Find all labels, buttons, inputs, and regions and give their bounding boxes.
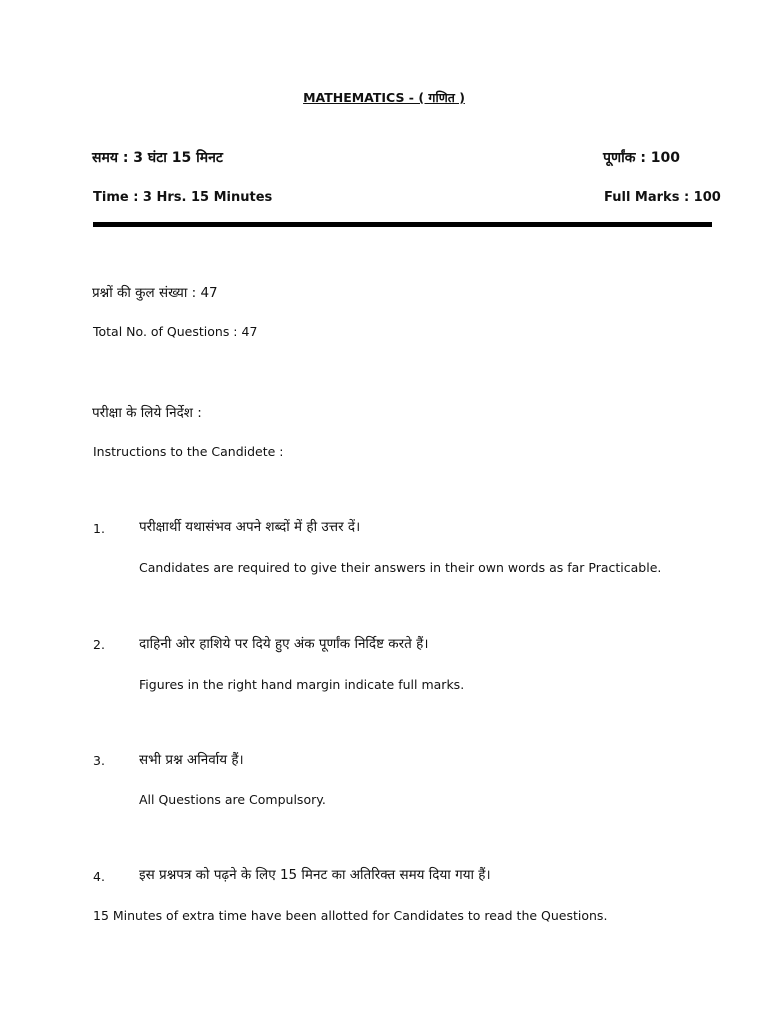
- total-questions-hindi: प्रश्नों की कुल संख्या : 47: [92, 285, 218, 301]
- instructions-heading-english: Instructions to the Candidete :: [93, 444, 284, 459]
- total-questions-english: Total No. of Questions : 47: [93, 324, 258, 339]
- instruction-hindi: दाहिनी ओर हाशिये पर दिये हुए अंक पूर्णांक निर्दिष्ट करते हैं।: [139, 636, 429, 652]
- instruction-english: All Questions are Compulsory.: [139, 792, 326, 807]
- page-title-text: MATHEMATICS - ( गणित ): [303, 90, 465, 105]
- time-english: Time : 3 Hrs. 15 Minutes: [93, 190, 273, 205]
- instructions-heading-hindi: परीक्षा के लिये निर्देश :: [92, 405, 202, 421]
- instruction-hindi: परीक्षार्थी यथासंभव अपने शब्दों में ही उत्तर दें।: [139, 519, 361, 535]
- instruction-english: 15 Minutes of extra time have been allotted for Candidates to read the Questions.: [93, 908, 608, 923]
- instruction-hindi: इस प्रश्नपत्र को पढ़ने के लिए 15 मिनट का अतिरिक्त समय दिया गया हैं।: [139, 867, 491, 883]
- full-marks-english: Full Marks : 100: [604, 190, 721, 205]
- instruction-english: Candidates are required to give their answers in their own words as far Practicable.: [139, 560, 662, 575]
- instruction-hindi: सभी प्रश्न अनिर्वाय हैं।: [139, 752, 244, 768]
- instruction-number: 1.: [93, 521, 105, 536]
- header-divider: [93, 222, 712, 227]
- instruction-number: 3.: [93, 753, 105, 768]
- time-hindi: समय : 3 घंटा 15 मिनट: [92, 150, 223, 166]
- instruction-number: 2.: [93, 637, 105, 652]
- instruction-number: 4.: [93, 869, 105, 884]
- instruction-english: Figures in the right hand margin indicate full marks.: [139, 677, 465, 692]
- page-title: [0, 89, 768, 106]
- full-marks-hindi: पूर्णांक : 100: [603, 150, 681, 166]
